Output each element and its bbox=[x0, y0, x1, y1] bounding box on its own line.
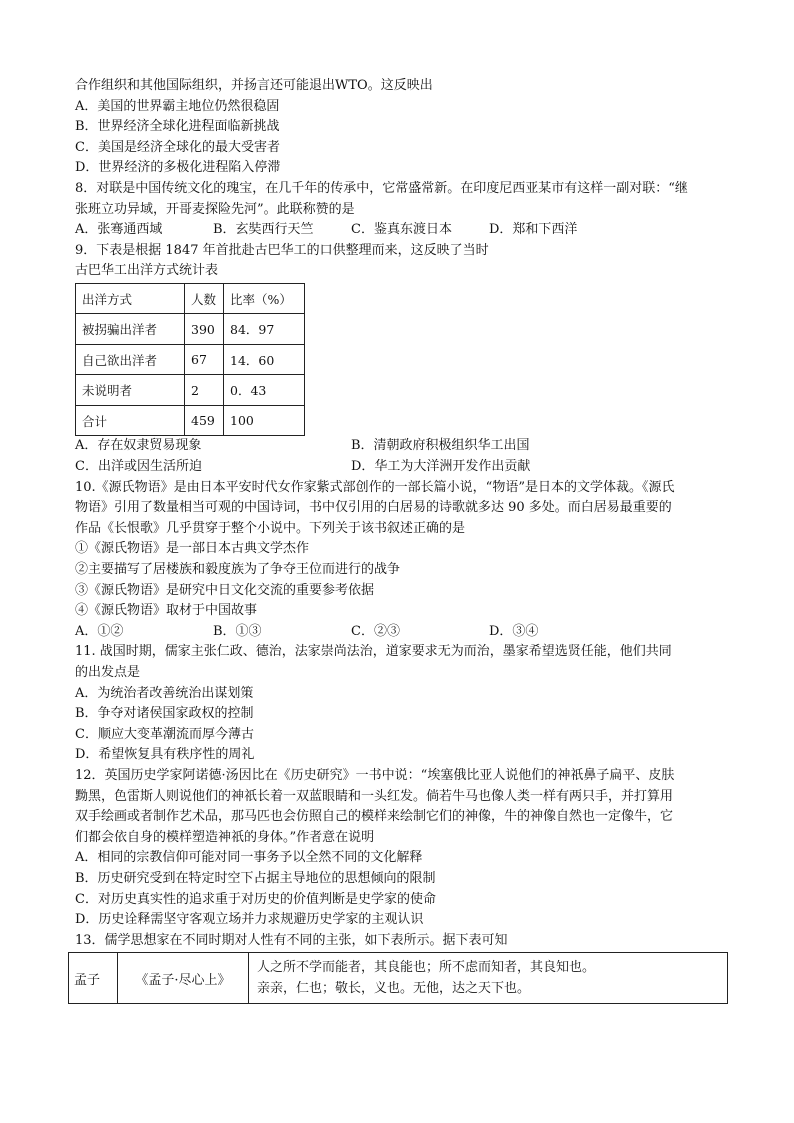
q9-option-d: D．华工为大洋洲开发作出贡献 bbox=[351, 459, 531, 475]
q8-option-c: C．鉴真东渡日本 bbox=[351, 222, 452, 238]
q9-options-row bbox=[75, 457, 735, 478]
q8-stem-line: 8．对联是中国传统文化的瑰宝，在几千年的传承中，它常盛常新。在印度尼西亚某市有这样一副对联：“继 bbox=[75, 180, 688, 196]
q12-stem-line: 黝黑，色雷斯人则说他们的神祇长着一双蓝眼睛和一头红发。倘若牛马也像人类一样有两只手，并打算用 bbox=[75, 788, 674, 804]
q10-option-d: D．③④ bbox=[489, 623, 539, 639]
q9-option-b: B．清朝政府积极组织华工出国 bbox=[351, 438, 530, 454]
q13-stem: 13．儒学思想家在不同时期对人性有不同的主张，如下表所示。据下表可知 bbox=[75, 932, 508, 948]
table-cell: 被拐骗出洋者 bbox=[76, 314, 185, 345]
q8-option-b: B．玄奘西行天竺 bbox=[213, 222, 314, 238]
quote-line: 亲亲，仁也；敬长，义也。无他，达之天下也。 bbox=[257, 981, 531, 997]
q8-option-a: A．张骞通西域 bbox=[75, 222, 163, 238]
q7-option-a: A．美国的世界霸主地位仍然很稳固 bbox=[75, 98, 280, 114]
q11-option-d: D．希望恢复具有秩序性的周礼 bbox=[75, 747, 255, 763]
quote-line: 人之所不学而能者，其良能也；所不虑而知者，其良知也。 bbox=[257, 960, 596, 976]
q10-option-c: C．②③ bbox=[351, 623, 400, 639]
q10-options bbox=[75, 622, 735, 643]
q11-stem-line: 11. 战国时期，儒家主张仁政、德治，法家崇尚法治，道家要求无为而治，墨家希望选贤任能，他们共同 bbox=[75, 644, 672, 660]
q10-stem-line: 作品《长恨歌》几乎贯穿于整个小说中。下列关于该书叙述正确的是 bbox=[75, 520, 466, 536]
q12-stem-line: 们都会依自身的模样塑造神祇的身体。”作者意在说明 bbox=[75, 829, 375, 845]
q9-table-title: 古巴华工出洋方式统计表 bbox=[75, 263, 219, 279]
table-cell: 67 bbox=[185, 344, 224, 375]
table-row bbox=[76, 344, 305, 375]
table-row bbox=[69, 953, 728, 1004]
q10-option-b: B．①③ bbox=[213, 623, 262, 639]
table-header-cell: 出洋方式 bbox=[76, 283, 185, 314]
table-cell: 未说明者 bbox=[76, 375, 185, 406]
q7-option-c: C．美国是经济全球化的最大受害者 bbox=[75, 139, 280, 155]
q11-option-c: C．顺应大变革潮流而厚今薄古 bbox=[75, 726, 254, 742]
q10-item-3: ③《源氏物语》是研究中日文化交流的重要参考依据 bbox=[75, 582, 375, 598]
table-header-cell: 人数 bbox=[185, 283, 224, 314]
table-row bbox=[76, 283, 305, 314]
q7-option-d: D．世界经济的多极化进程陷入停滞 bbox=[75, 160, 281, 176]
q8-option-d: D．郑和下西洋 bbox=[489, 222, 578, 238]
q13-table bbox=[68, 952, 728, 1004]
q11-stem-line: 的出发点是 bbox=[75, 664, 141, 680]
q7-stem-tail: 合作组织和其他国际组织，并扬言还可能退出WTO。这反映出 bbox=[75, 78, 433, 93]
q12-stem-line: 12．英国历史学家阿诺德·汤因比在《历史研究》一书中说：“埃塞俄比亚人说他们的神祇鼻子扁平、皮肤 bbox=[75, 767, 675, 783]
table-cell-source: 《孟子·尽心上》 bbox=[118, 953, 249, 1004]
exam-page bbox=[75, 76, 735, 1004]
q8-options bbox=[75, 220, 735, 241]
q12-option-d: D．历史诠释需坚守客观立场并力求规避历史学家的主观认识 bbox=[75, 912, 424, 928]
q10-stem-line: 物语》引用了数量相当可观的中国诗词，书中仅引用的白居易的诗歌就多达 90 多处。而白居易最重要的 bbox=[75, 500, 672, 516]
table-cell: 459 bbox=[185, 405, 224, 436]
table-header-cell: 比率（%） bbox=[224, 283, 305, 314]
table-cell-quote bbox=[249, 953, 728, 1004]
q9-options-row bbox=[75, 436, 735, 457]
table-cell: 合计 bbox=[76, 405, 185, 436]
q10-stem-line: 10.《源氏物语》是由日本平安时代女作家紫式部创作的一部长篇小说，“物语”是日本的文学体裁。《源氏 bbox=[75, 479, 675, 495]
table-row bbox=[76, 314, 305, 345]
q10-item-4: ④《源氏物语》取材于中国故事 bbox=[75, 603, 258, 619]
q9-stem: 9．下表是根据 1847 年首批赴古巴华工的口供整理而来，这反映了当时 bbox=[75, 242, 489, 258]
table-cell: 0．43 bbox=[224, 375, 305, 406]
q8-stem-line: 张班立功异域，开哥麦探险先河”。此联称赞的是 bbox=[75, 201, 355, 217]
q10-item-2: ②主要描写了居楼族和毅度族为了争夺王位而进行的战争 bbox=[75, 562, 401, 577]
table-cell-person: 孟子 bbox=[69, 953, 118, 1004]
q11-option-a: A．为统治者改善统治出谋划策 bbox=[75, 685, 254, 701]
table-cell: 14．60 bbox=[224, 344, 305, 375]
q12-option-c: C．对历史真实性的追求重于对历史的价值判断是史学家的使命 bbox=[75, 891, 436, 907]
q11-option-b: B．争夺对诸侯国家政权的控制 bbox=[75, 706, 254, 722]
table-cell: 自己欲出洋者 bbox=[76, 344, 185, 375]
table-row bbox=[76, 405, 305, 436]
q12-option-a: A．相同的宗教信仰可能对同一事务予以全然不同的文化解释 bbox=[75, 850, 423, 866]
q7-option-b: B．世界经济全球化进程面临新挑战 bbox=[75, 119, 280, 135]
q9-table bbox=[75, 283, 305, 437]
q10-option-a: A．①② bbox=[75, 623, 124, 639]
table-row bbox=[76, 375, 305, 406]
table-cell: 2 bbox=[185, 375, 224, 406]
q10-item-1: ①《源氏物语》是一部日本古典文学杰作 bbox=[75, 541, 310, 557]
table-cell: 390 bbox=[185, 314, 224, 345]
table-cell: 100 bbox=[224, 405, 305, 436]
q9-option-c: C．出洋或因生活所迫 bbox=[75, 459, 202, 475]
table-cell: 84．97 bbox=[224, 314, 305, 345]
q9-option-a: A．存在奴隶贸易现象 bbox=[75, 438, 202, 454]
q12-stem-line: 双手绘画或者制作艺术品，那马匹也会仿照自己的模样来绘制它们的神像，牛的神像自然也一定像牛，它 bbox=[75, 809, 674, 825]
q12-option-b: B．历史研究受到在特定时空下占据主导地位的思想倾向的限制 bbox=[75, 870, 436, 886]
